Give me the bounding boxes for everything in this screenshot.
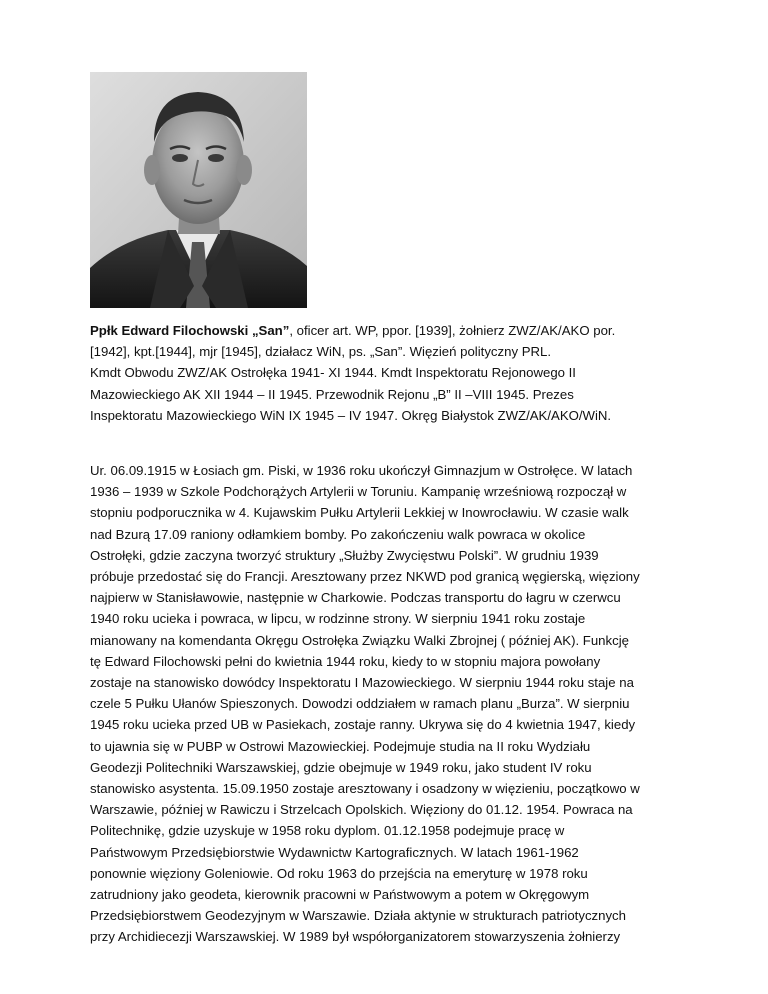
bio-line: najpierw w Stanisławowie, następnie w Charkowie. Podczas transportu do łagru w czerwcu (90, 590, 621, 606)
bio-line: Politechnikę, gdzie uzyskuje w 1958 roku dyplom. 01.12.1958 podejmuje pracę w (90, 823, 565, 839)
bio-line: 1940 roku ucieka i powraca, w lipcu, w rodzinne strony. W sierpniu 1941 roku zostaje (90, 611, 586, 627)
bio-line: Ur. 06.09.1915 w Łosiach gm. Piski, w 1936 roku ukończył Gimnazjum w Ostrołęce. W latach (90, 463, 633, 478)
bio-line: czele 5 Pułku Ułanów Spieszonych. Dowodzi oddziałem w ramach planu „Burza”. W sierpniu (90, 696, 630, 712)
caption-line: Inspektoratu Mazowieckiego WiN IX 1945 – IV 1947. Okręg Białystok ZWZ/AK/AKO/WiN. (90, 407, 612, 423)
bio-line: zostaje na stanowisko dowódcy Inspektoratu I Mazowieckiego. W sierpniu 1944 roku staje na (90, 675, 634, 691)
caption-block (90, 320, 690, 426)
bio-line: nad Bzurą 17.09 raniony odłamkiem bomby. Po zakończeniu walk powraca w okolice (90, 526, 586, 542)
caption-line: Mazowieckiego AK XII 1944 – II 1945. Przewodnik Rejonu „B” II –VIII 1945. Prezes (90, 386, 574, 402)
caption-line-1 (90, 320, 690, 341)
portrait-image (90, 72, 307, 308)
bio-line: Ostrołęki, gdzie zaczyna tworzyć struktury „Służby Zwycięstwu Polski”. W grudniu 1939 (90, 547, 599, 563)
caption-line: [1942], kpt.[1944], mjr [1945], działacz WiN, ps. „San”. Więzień polityczny PRL. (90, 344, 552, 360)
bio-line: Przedsiębiorstwem Geodezyjnym w Warszawie. Działa aktynie w strukturach patriotycznych (90, 908, 626, 924)
bio-line: Warszawie, później w Rawiczu i Strzelcach Opolskich. Więziony do 01.12. 1954. Powraca na (90, 802, 633, 818)
bio-line: 1936 – 1939 w Szkole Podchorążych Artylerii w Toruniu. Kampanię wrześniową rozpoczął w (90, 484, 627, 500)
bio-line: zatrudniony jako geodeta, kierownik pracowni w Państwowym a potem w Okręgowym (90, 887, 590, 903)
caption-line: Kmdt Obwodu ZWZ/AK Ostrołęka 1941- XI 1944. Kmdt Inspektoratu Rejonowego II (90, 365, 576, 381)
bio-line: ponownie więziony Goleniowie. Od roku 1963 do przejścia na emeryturę w 1978 roku (90, 865, 588, 881)
portrait-photo (90, 72, 307, 308)
bio-line: mianowany na komendanta Okręgu Ostrołęka Związku Walki Zbrojnej ( później AK). Funkcję (90, 632, 629, 648)
bio-line: to ujawnia się w PUBP w Ostrowi Mazowieckiej. Podejmuje studia na II roku Wydziału (90, 738, 591, 754)
caption-line-1-rest: , oficer art. WP, ppor. [1939], żołnierz ZWZ/AK/AKO por. (289, 323, 616, 338)
bio-line: tę Edward Filochowski pełni do kwietnia 1944 roku, kiedy to w stopniu majora powołany (90, 653, 601, 669)
bio-line: przy Archidiecezji Warszawskiej. W 1989 był współorganizatorem stowarzyszenia żołnierzy (90, 929, 621, 945)
bio-line: stanowisko asystenta. 15.09.1950 zostaje aresztowany i osadzony w więzieniu, początkowo w (90, 781, 640, 797)
bio-line: stopniu podporucznika w 4. Kujawskim Pułku Artylerii Lekkiej w Inowrocławiu. W czasie walk (90, 505, 629, 521)
bio-line: Geodezji Politechniki Warszawskiej, gdzie obejmuje w 1949 roku, jako student IV roku (90, 759, 592, 775)
bio-line: próbuje przedostać się do Francji. Aresztowany przez NKWD pod granicą węgierską, więziony (90, 569, 640, 585)
bio-line: 1945 roku ucieka przed UB w Pasiekach, zostaje ranny. Ukrywa się do 4 kwietnia 1947, kiedy (90, 717, 636, 733)
biography-paragraph (90, 460, 690, 948)
bio-line: Państwowym Przedsiębiorstwie Wydawnictw Kartograficznych. W latach 1961-1962 (90, 844, 579, 860)
caption-name: Ppłk Edward Filochowski „San” (90, 323, 290, 338)
